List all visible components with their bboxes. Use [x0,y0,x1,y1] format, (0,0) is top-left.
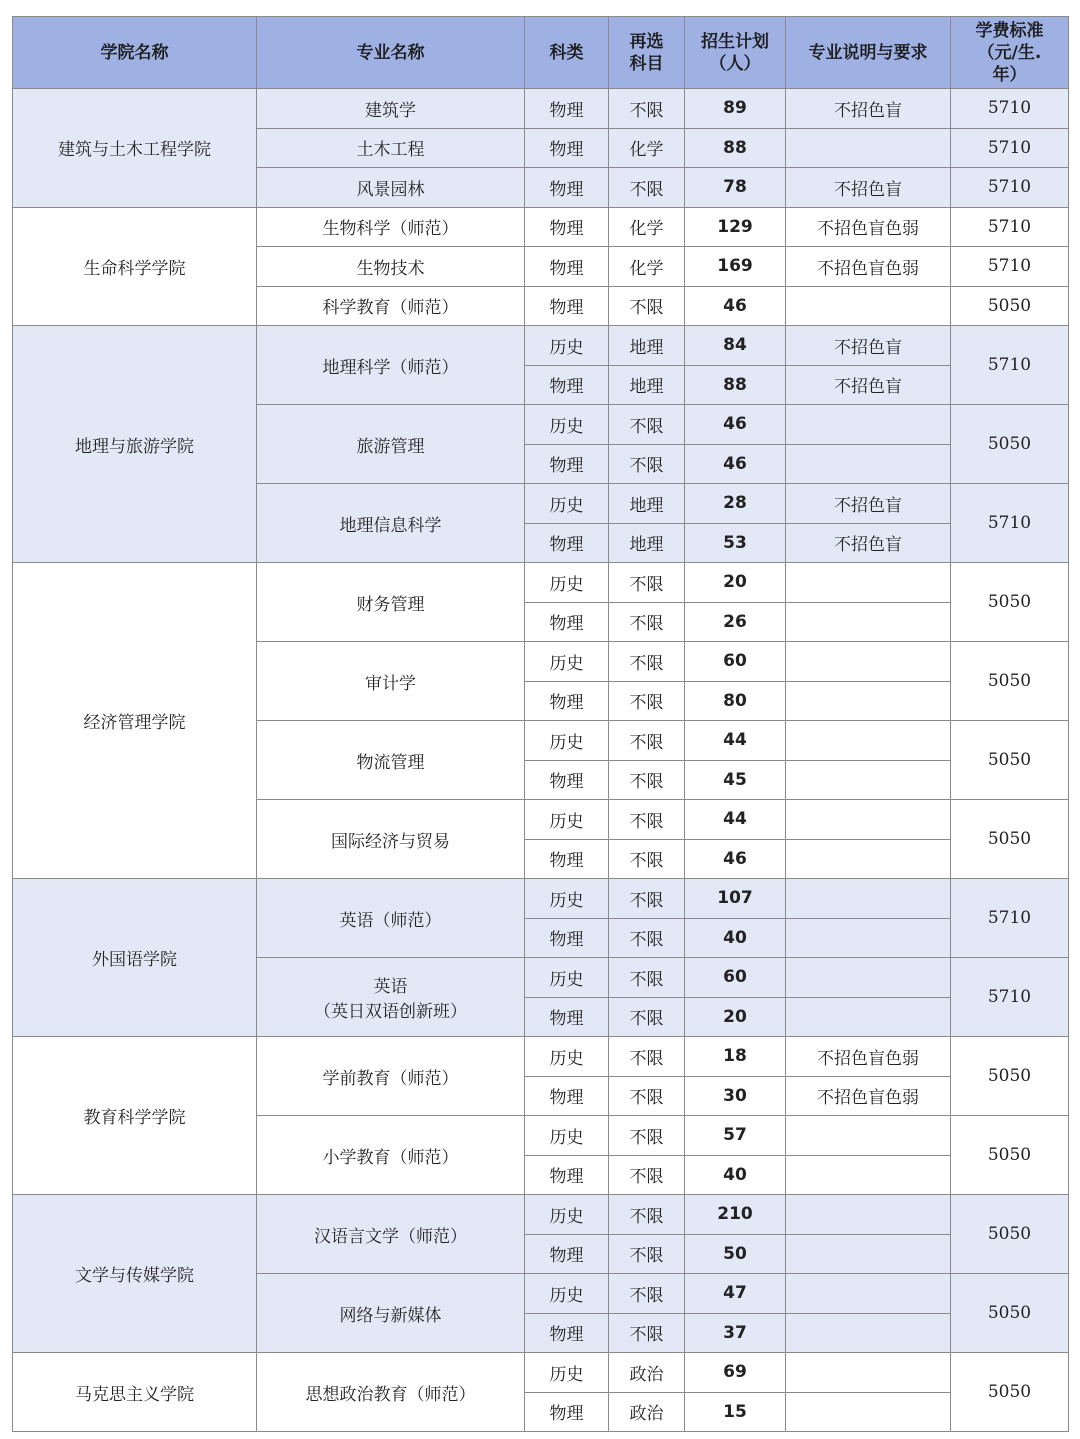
plan-cell: 28 [685,484,786,524]
major-name-cell [257,286,525,326]
subject-cell: 物理 [525,128,609,168]
major-name-cell [257,800,525,879]
fee-cell: 5710 [951,879,1069,958]
reselect-cell: 不限 [609,839,685,879]
reselect-cell: 不限 [609,681,685,721]
subject-cell: 物理 [525,89,609,129]
subject-cell: 物理 [525,760,609,800]
fee-cell: 5050 [951,286,1069,326]
reselect-cell: 政治 [609,1392,685,1432]
major-name-cell [257,207,525,247]
note-cell [786,997,951,1037]
subject-cell: 历史 [525,721,609,761]
reselect-cell: 不限 [609,563,685,603]
header-plan-line1: 招生计划 [701,31,769,52]
subject-cell: 物理 [525,286,609,326]
note-cell [786,918,951,958]
note-cell: 不招色盲色弱 [786,247,951,287]
college-name-cell: 外国语学院 [13,879,257,1037]
major-name-line: 地理信息科学 [339,515,442,536]
subject-cell: 物理 [525,1313,609,1353]
plan-cell: 78 [685,168,786,208]
table-row [13,326,1069,366]
reselect-cell: 不限 [609,168,685,208]
subject-cell: 物理 [525,1392,609,1432]
plan-cell: 40 [685,1155,786,1195]
header-note: 专业说明与要求 [786,17,951,89]
subject-cell: 物理 [525,444,609,484]
note-cell [786,286,951,326]
major-name-cell [257,1037,525,1116]
fee-cell: 5710 [951,247,1069,287]
reselect-cell: 不限 [609,1155,685,1195]
plan-cell: 26 [685,602,786,642]
note-cell [786,642,951,682]
major-name-line: 风景园林 [356,179,425,200]
plan-cell: 84 [685,326,786,366]
reselect-cell: 化学 [609,128,685,168]
fee-cell: 5050 [951,1195,1069,1274]
header-subject: 科类 [525,17,609,89]
major-name-line: 国际经济与贸易 [331,831,450,852]
subject-cell: 物理 [525,997,609,1037]
note-cell [786,958,951,998]
major-name-cell [257,326,525,405]
major-name-line: 建筑学 [365,100,416,121]
header-reselect [609,17,685,89]
fee-cell: 5050 [951,1116,1069,1195]
note-cell [786,1392,951,1432]
reselect-cell: 地理 [609,365,685,405]
plan-cell: 46 [685,444,786,484]
reselect-cell: 地理 [609,484,685,524]
note-cell [786,1195,951,1235]
reselect-cell: 不限 [609,918,685,958]
fee-cell: 5050 [951,563,1069,642]
note-cell: 不招色盲 [786,523,951,563]
plan-cell: 88 [685,365,786,405]
note-cell [786,405,951,445]
plan-cell: 53 [685,523,786,563]
plan-cell: 57 [685,1116,786,1156]
header-fee [951,17,1069,89]
major-name-line: 科学教育（师范） [322,298,459,319]
reselect-cell: 不限 [609,1116,685,1156]
enrollment-plan-table [12,16,1069,1432]
major-name-cell [257,128,525,168]
major-name-cell [257,1274,525,1353]
fee-cell: 5050 [951,1274,1069,1353]
major-name-cell [257,958,525,1037]
major-name-cell [257,1353,525,1432]
reselect-cell: 不限 [609,879,685,919]
header-college: 学院名称 [13,17,257,89]
major-name-cell [257,484,525,563]
major-name-line: 审计学 [365,673,416,694]
subject-cell: 历史 [525,800,609,840]
header-row [13,17,1069,89]
plan-cell: 169 [685,247,786,287]
reselect-cell: 化学 [609,247,685,287]
major-name-cell [257,247,525,287]
college-name-cell: 经济管理学院 [13,563,257,879]
fee-cell: 5710 [951,484,1069,563]
subject-cell: 历史 [525,405,609,445]
plan-cell: 210 [685,1195,786,1235]
subject-cell: 历史 [525,1116,609,1156]
plan-cell: 40 [685,918,786,958]
note-cell [786,1155,951,1195]
plan-cell: 45 [685,760,786,800]
note-cell: 不招色盲 [786,89,951,129]
subject-cell: 物理 [525,1234,609,1274]
major-name-line: 英语（师范） [339,910,442,931]
note-cell [786,760,951,800]
header-plan [685,17,786,89]
note-cell: 不招色盲色弱 [786,1037,951,1077]
reselect-cell: 不限 [609,760,685,800]
reselect-cell: 地理 [609,523,685,563]
reselect-cell: 不限 [609,958,685,998]
table-row [13,1195,1069,1235]
subject-cell: 物理 [525,681,609,721]
plan-cell: 80 [685,681,786,721]
plan-cell: 107 [685,879,786,919]
subject-cell: 物理 [525,1076,609,1116]
note-cell [786,1116,951,1156]
plan-cell: 30 [685,1076,786,1116]
college-name-cell: 地理与旅游学院 [13,326,257,563]
note-cell: 不招色盲 [786,365,951,405]
header-fee-line1: 学费标准 [975,20,1044,41]
major-name-cell [257,642,525,721]
plan-cell: 46 [685,286,786,326]
plan-cell: 37 [685,1313,786,1353]
table-row [13,1037,1069,1077]
subject-cell: 物理 [525,602,609,642]
note-cell [786,721,951,761]
reselect-cell: 不限 [609,286,685,326]
reselect-cell: 不限 [609,602,685,642]
major-name-line: 网络与新媒体 [339,1305,442,1326]
note-cell [786,1274,951,1314]
table-body [13,89,1069,1432]
major-name-line: （英日双语创新班） [314,1002,467,1022]
fee-cell: 5050 [951,721,1069,800]
major-name-line: 土木工程 [356,140,425,161]
major-name-cell [257,405,525,484]
plan-cell: 15 [685,1392,786,1432]
major-name-cell [257,721,525,800]
major-name-cell [257,89,525,129]
reselect-cell: 不限 [609,800,685,840]
plan-cell: 60 [685,642,786,682]
major-name-line: 小学教育（师范） [322,1147,459,1168]
major-name-line: 思想政治教育（师范） [305,1384,476,1405]
subject-cell: 物理 [525,918,609,958]
reselect-cell: 不限 [609,1234,685,1274]
header-fee-line2: （元/生. [977,42,1042,63]
plan-cell: 44 [685,800,786,840]
subject-cell: 历史 [525,484,609,524]
reselect-cell: 不限 [609,1313,685,1353]
subject-cell: 物理 [525,523,609,563]
plan-cell: 69 [685,1353,786,1393]
major-name-cell [257,563,525,642]
subject-cell: 物理 [525,365,609,405]
note-cell [786,681,951,721]
fee-cell: 5710 [951,168,1069,208]
reselect-cell: 不限 [609,444,685,484]
note-cell [786,1313,951,1353]
reselect-cell: 不限 [609,721,685,761]
fee-cell: 5710 [951,958,1069,1037]
header-major: 专业名称 [257,17,525,89]
table-row [13,207,1069,247]
table-row [13,879,1069,919]
note-cell: 不招色盲 [786,484,951,524]
subject-cell: 物理 [525,1155,609,1195]
college-name-cell: 教育科学学院 [13,1037,257,1195]
plan-cell: 60 [685,958,786,998]
note-cell: 不招色盲色弱 [786,1076,951,1116]
fee-cell: 5050 [951,1353,1069,1432]
note-cell [786,444,951,484]
table-row [13,1353,1069,1393]
major-name-cell [257,1116,525,1195]
note-cell: 不招色盲 [786,326,951,366]
major-name-cell [257,1195,525,1274]
subject-cell: 历史 [525,1037,609,1077]
header-reselect-line1: 再选 [629,31,664,52]
reselect-cell: 不限 [609,1076,685,1116]
fee-cell: 5050 [951,405,1069,484]
note-cell [786,879,951,919]
reselect-cell: 化学 [609,207,685,247]
reselect-cell: 地理 [609,326,685,366]
reselect-cell: 不限 [609,997,685,1037]
note-cell [786,1234,951,1274]
plan-cell: 18 [685,1037,786,1077]
plan-cell: 20 [685,563,786,603]
major-name-line: 汉语言文学（师范） [314,1226,467,1247]
plan-cell: 88 [685,128,786,168]
reselect-cell: 不限 [609,1037,685,1077]
subject-cell: 历史 [525,879,609,919]
major-name-line: 地理科学（师范） [322,357,459,378]
major-name-line: 生物科学（师范） [322,219,459,240]
subject-cell: 物理 [525,247,609,287]
college-name-cell: 建筑与土木工程学院 [13,89,257,208]
fee-cell: 5050 [951,642,1069,721]
reselect-cell: 不限 [609,405,685,445]
plan-cell: 46 [685,839,786,879]
fee-cell: 5710 [951,207,1069,247]
plan-cell: 129 [685,207,786,247]
major-name-line: 生物技术 [356,258,425,279]
subject-cell: 历史 [525,958,609,998]
major-name-line: 物流管理 [356,752,425,773]
subject-cell: 历史 [525,1274,609,1314]
plan-cell: 20 [685,997,786,1037]
fee-cell: 5710 [951,89,1069,129]
fee-cell: 5710 [951,326,1069,405]
reselect-cell: 政治 [609,1353,685,1393]
table-row [13,89,1069,129]
plan-cell: 89 [685,89,786,129]
fee-cell: 5050 [951,1037,1069,1116]
reselect-cell: 不限 [609,642,685,682]
college-name-cell: 马克思主义学院 [13,1353,257,1432]
subject-cell: 历史 [525,326,609,366]
header-plan-line2: （人） [709,53,761,74]
header-reselect-line2: 科目 [629,53,664,74]
note-cell: 不招色盲 [786,168,951,208]
table-row [13,563,1069,603]
college-name-cell: 文学与传媒学院 [13,1195,257,1353]
note-cell [786,1353,951,1393]
plan-cell: 46 [685,405,786,445]
note-cell [786,602,951,642]
note-cell [786,800,951,840]
major-name-line: 旅游管理 [356,436,425,457]
major-name-cell [257,168,525,208]
subject-cell: 历史 [525,563,609,603]
subject-cell: 历史 [525,642,609,682]
note-cell [786,563,951,603]
subject-cell: 物理 [525,839,609,879]
subject-cell: 物理 [525,168,609,208]
plan-cell: 44 [685,721,786,761]
plan-cell: 47 [685,1274,786,1314]
header-fee-line3: 年） [992,64,1027,85]
note-cell: 不招色盲色弱 [786,207,951,247]
major-name-line: 英语 [373,977,408,997]
subject-cell: 物理 [525,207,609,247]
reselect-cell: 不限 [609,89,685,129]
subject-cell: 历史 [525,1353,609,1393]
plan-cell: 50 [685,1234,786,1274]
reselect-cell: 不限 [609,1274,685,1314]
major-name-line: 财务管理 [356,594,425,615]
fee-cell: 5050 [951,800,1069,879]
major-name-cell [257,879,525,958]
subject-cell: 历史 [525,1195,609,1235]
major-name-line: 学前教育（师范） [322,1068,459,1089]
college-name-cell: 生命科学学院 [13,207,257,326]
fee-cell: 5710 [951,128,1069,168]
note-cell [786,839,951,879]
reselect-cell: 不限 [609,1195,685,1235]
note-cell [786,128,951,168]
